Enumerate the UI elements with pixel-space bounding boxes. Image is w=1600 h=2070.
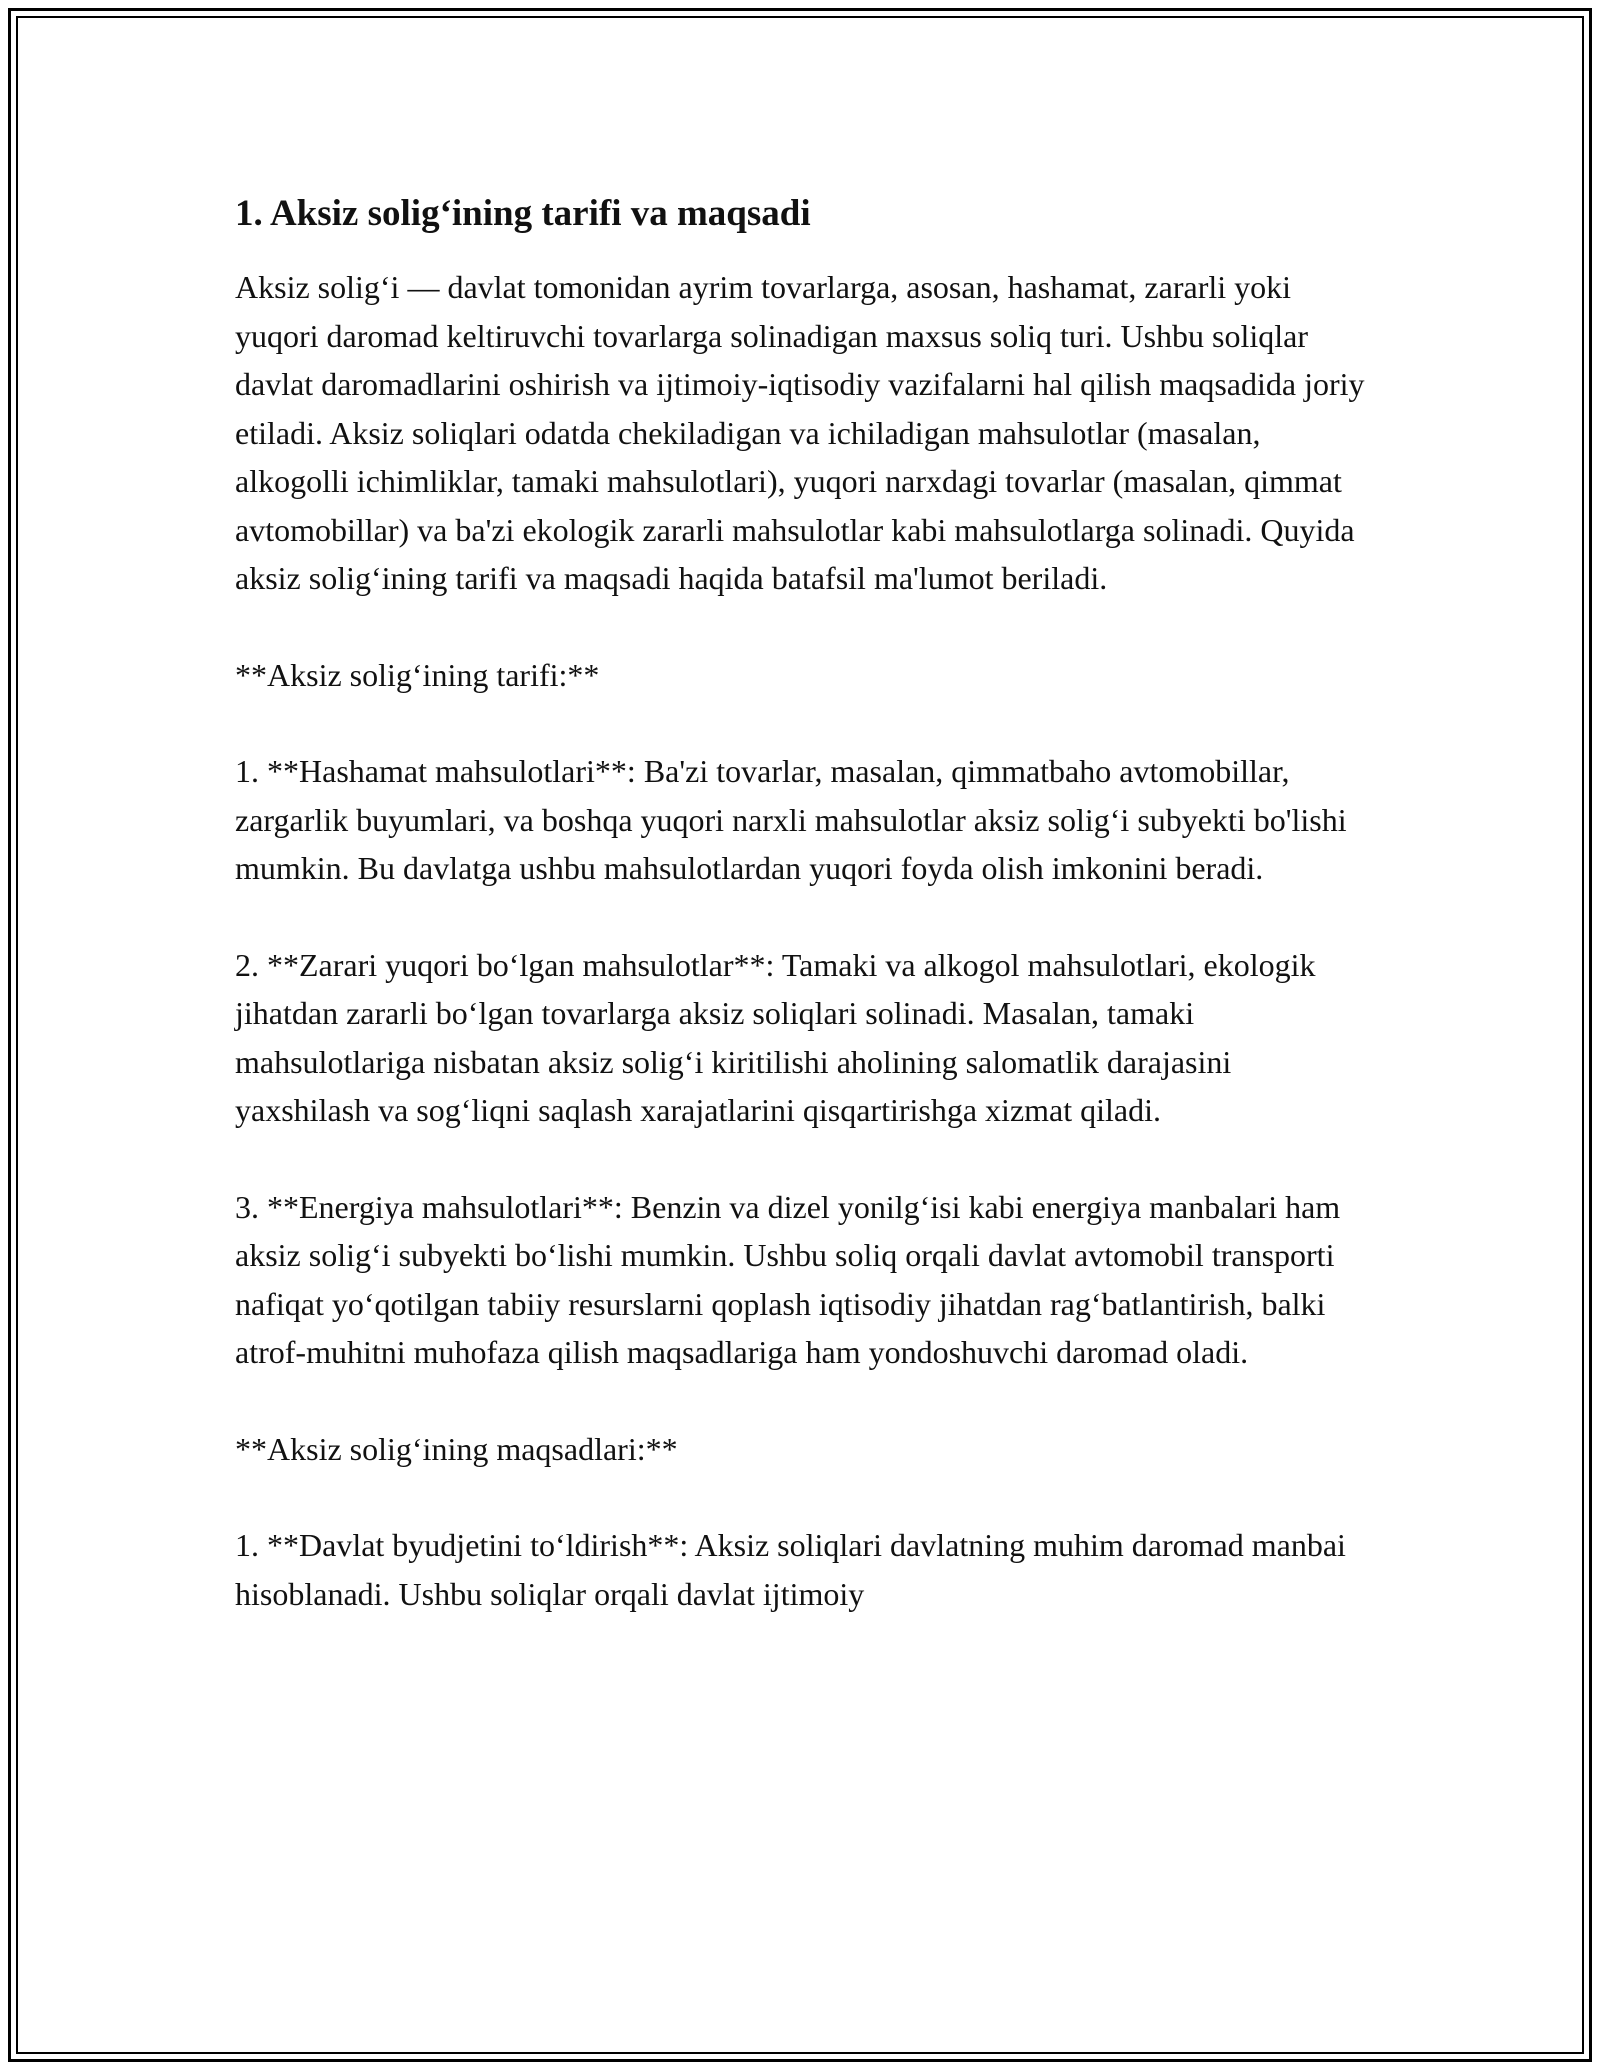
list-item-luxury-goods: 1. **Hashamat mahsulotlari**: Ba'zi tovarlar, masalan, qimmatbaho avtomobillar, zargarlik buyumlari, va boshqa yuqori narxli mahsulotlar aksiz solig‘i subyekti bo'lishi mumkin. Bu davlatga ushbu mahsulotlardan yuqori foyda olish imkonini beradi.: [235, 753, 1347, 886]
definition-subheading: **Aksiz solig‘ining tarifi:**: [235, 656, 600, 693]
section-heading: 1. Aksiz solig‘ining tarifi va maqsadi: [235, 193, 811, 234]
list-item-harmful-goods: 2. **Zarari yuqori bo‘lgan mahsulotlar**: Tamaki va alkogol mahsulotlari, ekologik jihatdan zararli bo‘lgan tovarlarga aksiz soliqlari solinadi. Masalan, tamaki mahsulotlariga nisbatan aksiz solig‘i kiritilishi aholining salomatlik darajasini yaxshilash va sog‘liqni saqlash xarajatlarini qisqartirishga xizmat qiladi.: [235, 946, 1316, 1128]
goals-subheading: **Aksiz solig‘ining maqsadlari:**: [235, 1430, 678, 1467]
list-item-energy-goods: 3. **Energiya mahsulotlari**: Benzin va dizel yonilg‘isi kabi energiya manbalari ham aksiz solig‘i subyekti bo‘lishi mumkin. Ushbu soliq orqali davlat avtomobil transporti nafiqat yo‘qotilgan tabiiy resurslarni qoplash iqtisodiy jihatdan rag‘batlantirish, balki atrof-muhitni muhofaza qilish maqsadlariga ham yondoshuvchi daromad oladi.: [235, 1188, 1341, 1370]
intro-paragraph: Aksiz solig‘i — davlat tomonidan ayrim tovarlarga, asosan, hashamat, zararli yoki yuqori daromad keltiruvchi tovarlarga solinadigan maxsus soliq turi. Ushbu soliqlar davlat daromadlarini oshirish va ijtimoiy-iqtisodiy vazifalarni hal qilish maqsadida joriy etiladi. Aksiz soliqlari odatda chekiladigan va ichiladigan mahsulotlar (masalan, alkogolli ichimliklar, tamaki mahsulotlari), yuqori narxdagi tovarlar (masalan, qimmat avtomobillar) va ba'zi ekologik zararli mahsulotlar kabi mahsulotlarga solinadi. Quyida aksiz solig‘ining tarifi va maqsadi haqida batafsil ma'lumot beriladi.: [235, 269, 1365, 596]
list-item-state-budget: 1. **Davlat byudjetini to‘ldirish**: Aksiz soliqlari davlatning muhim daromad manbai hisoblanadi. Ushbu soliqlar orqali davlat ijtimoiy: [235, 1527, 1346, 1612]
document-body: [235, 185, 1370, 1618]
